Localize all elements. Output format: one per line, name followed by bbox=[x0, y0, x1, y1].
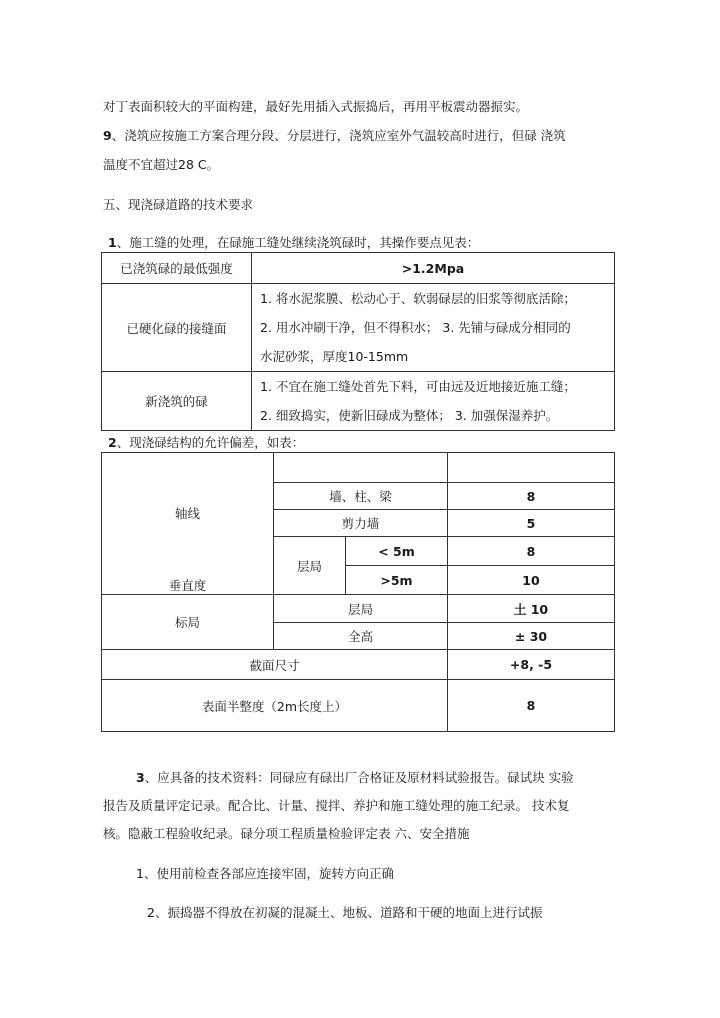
table-cell-value bbox=[252, 284, 615, 372]
table-cell-value: 5 bbox=[448, 510, 615, 537]
table-cell-value: 10 bbox=[448, 566, 615, 595]
safety-item: 2、振捣器不得放在初凝的混凝土、地板、道路和干硬的地面上进行试振 bbox=[147, 905, 543, 920]
table-cell-label: 标局 bbox=[102, 595, 274, 650]
table-cell-label: 层局 bbox=[274, 595, 448, 623]
paragraph-line: 核。隐蔽工程验收纪录。碌分项工程质量检验评定表 六、安全措施 bbox=[103, 826, 470, 841]
table-cell-value bbox=[252, 372, 615, 431]
table-cell-value: 8 bbox=[448, 680, 615, 732]
table-cell bbox=[448, 453, 615, 483]
table-cell-value: >1.2Mpa bbox=[252, 253, 615, 284]
cell-line: 2. 用水冲刷干净，但不得积水； 3. 先铺与碌成分相同的 bbox=[260, 320, 571, 335]
table-cell-label: 已硬化碌的接缝面 bbox=[102, 284, 252, 372]
item-number: 9 bbox=[103, 128, 112, 143]
table-row bbox=[102, 453, 615, 483]
item-number: 1 bbox=[108, 235, 117, 250]
paragraph-line bbox=[103, 126, 566, 144]
table-row bbox=[102, 595, 615, 623]
table-cell-label: 截面尺寸 bbox=[102, 650, 448, 680]
item-heading bbox=[108, 433, 304, 451]
cell-line: 1. 不宜在施工缝处首先下料，可由远及近地接近施工缝； bbox=[260, 379, 576, 394]
table-row bbox=[102, 372, 615, 431]
table-cell-value: 土 10 bbox=[448, 595, 615, 623]
table-cell-value: +8, -5 bbox=[448, 650, 615, 680]
table-cell bbox=[274, 453, 448, 483]
table-cell-value: 8 bbox=[448, 537, 615, 566]
item-text: 、现浇碌结构的允许偏差，如表： bbox=[116, 435, 305, 450]
table-row bbox=[102, 253, 615, 284]
item-number: 2 bbox=[108, 435, 117, 450]
cell-line: 水泥砂浆，厚度10-15mm bbox=[260, 349, 409, 364]
paragraph-line: 报告及质量评定记录。配合比、计量、搅拌、养护和施工缝处理的施工纪录。 技术复 bbox=[103, 798, 570, 813]
table-row bbox=[102, 680, 615, 732]
vertical-label: 垂直度 bbox=[168, 578, 207, 593]
axis-label: 轴线 bbox=[174, 506, 200, 521]
table-cell-label: >5m bbox=[346, 566, 448, 595]
item-heading bbox=[108, 233, 479, 251]
table-cell-value: ± 30 bbox=[448, 623, 615, 650]
table-cell-label: 剪力墙 bbox=[274, 510, 448, 537]
paragraph-line: 温度不宜超过28 C。 bbox=[103, 157, 220, 172]
table-cell-label: 新浇筑的碌 bbox=[102, 372, 252, 431]
safety-item: 1、使用前检查各部应连接牢固，旋转方向正确 bbox=[136, 866, 394, 881]
table-cell-label: 层局 bbox=[274, 537, 346, 595]
paragraph-line: 对丁表面积较大的平面构建，最好先用插入式振捣后，再用平板震动器振实。 bbox=[103, 99, 529, 114]
item-text: 、施工缝的处理，在碌施工缝处继续浇筑碌时，其操作要点见表： bbox=[116, 235, 480, 250]
table-cell-label: 墙、柱、梁 bbox=[274, 483, 448, 510]
table-row bbox=[102, 284, 615, 372]
item-text: 、应具备的技术资料：同碌应有碌出厂合格证及原材料试验报告。碌试块 实验 bbox=[144, 770, 574, 785]
paragraph-line bbox=[136, 768, 574, 786]
item-text: 、浇筑应按施工方案合理分段、分层进行，浇筑应室外气温较高时进行，但碌 浇筑 bbox=[111, 128, 566, 143]
tolerance-table bbox=[101, 452, 615, 732]
axis-vertical-cell bbox=[102, 453, 274, 595]
table-cell-label: 全高 bbox=[274, 623, 448, 650]
table-cell-label: < 5m bbox=[346, 537, 448, 566]
construction-joint-table bbox=[101, 252, 615, 431]
item-number: 3 bbox=[136, 770, 145, 785]
table-cell-label: 已浇筑碌的最低强度 bbox=[102, 253, 252, 284]
section-heading: 五、现浇碌道路的技术要求 bbox=[103, 197, 254, 212]
table-cell-value: 8 bbox=[448, 483, 615, 510]
table-cell-label: 表面半整度（2m长度上） bbox=[102, 680, 448, 732]
cell-line: 1. 将水泥浆膜、松动心于、软弱碌层的旧浆等彻底活除； bbox=[260, 291, 576, 306]
table-row bbox=[102, 650, 615, 680]
cell-line: 2. 细致捣实，使新旧碌成为整体； 3. 加强保湿养护。 bbox=[260, 408, 559, 423]
